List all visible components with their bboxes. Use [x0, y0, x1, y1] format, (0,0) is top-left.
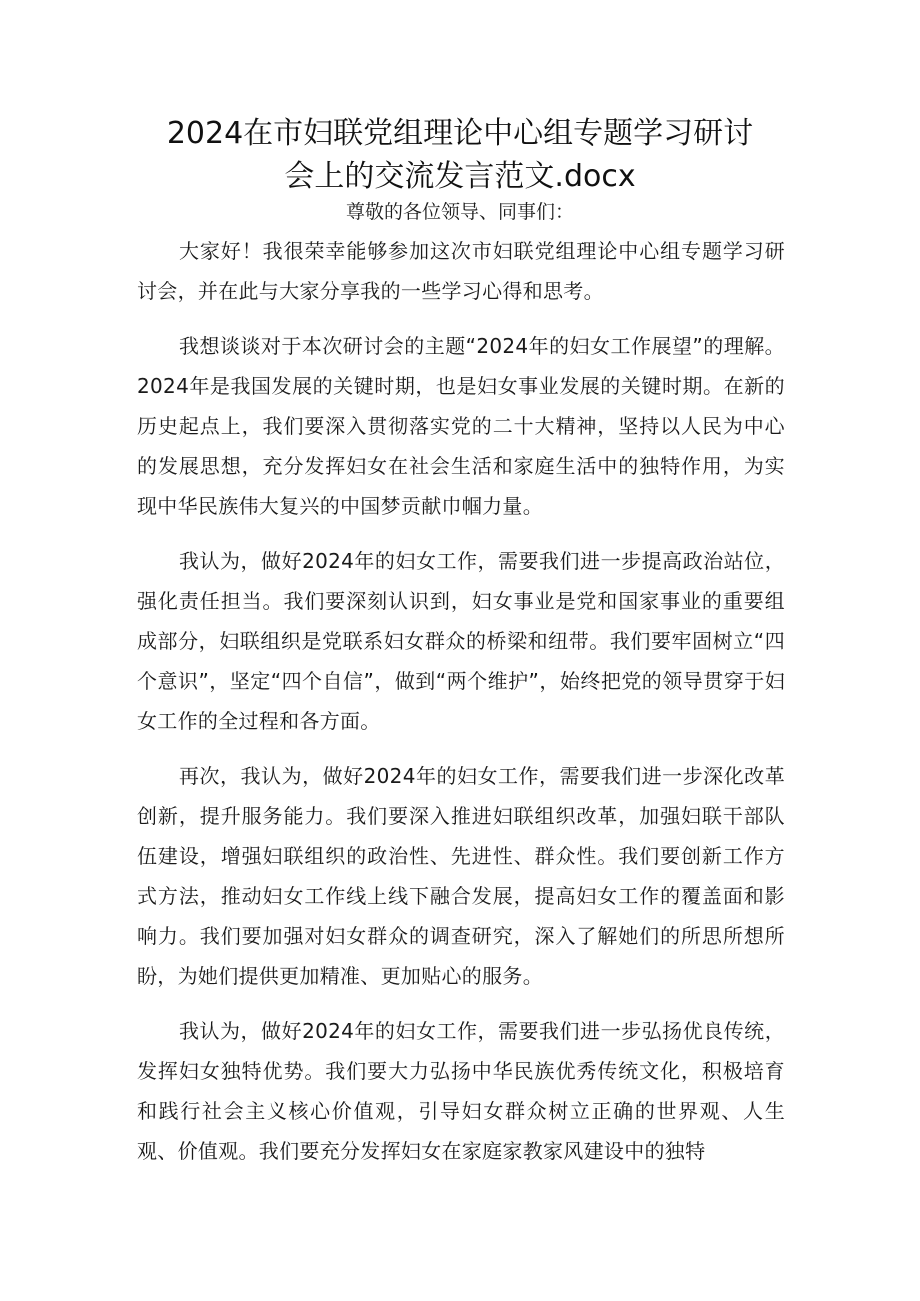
paragraph-2: 我想谈谈对于本次研讨会的主题“2024年的妇女工作展望”的理解。2024年是我国发展的关键时期，也是妇女事业发展的关键时期。在新的历史起点上，我们要深入贯彻落实党的二十大精神，坚持以人民为中心的发展思想，充分发挥妇女在社会生活和家庭生活中的独特作用，为实现中华民族伟大复兴的中国梦贡献巾帼力量。	[137, 334, 785, 518]
paragraph-4: 再次，我认为，做好2024年的妇女工作，需要我们进一步深化改革创新，提升服务能力。我们要深入推进妇联组织改革，加强妇联干部队伍建设，增强妇联组织的政治性、先进性、群众性。我们要创新工作方式方法，推动妇女工作线上线下融合发展，提高妇女工作的覆盖面和影响力。我们要加强对妇女群众的调查研究，深入了解她们的所思所想所盼，为她们提供更加精准、更加贴心的服务。	[137, 764, 785, 988]
paragraph-5: 我认为，做好2024年的妇女工作，需要我们进一步弘扬优良传统，发挥妇女独特优势。我们要大力弘扬中华民族优秀传统文化，积极培育和践行社会主义核心价值观，引导妇女群众树立正确的世界观、人生观、价值观。我们要充分发挥妇女在家庭家教家风建设中的独特	[137, 1019, 785, 1163]
paragraph-3: 我认为，做好2024年的妇女工作，需要我们进一步提高政治站位，强化责任担当。我们要深刻认识到，妇女事业是党和国家事业的重要组成部分，妇联组织是党联系妇女群众的桥梁和纽带。我们要牢固树立“四个意识”，坚定“四个自信”，做到“两个维护”，始终把党的领导贯穿于妇女工作的全过程和各方面。	[137, 549, 785, 733]
salutation: 尊敬的各位领导、同事们：	[345, 201, 574, 223]
document-body	[137, 231, 785, 1186]
paragraph-1: 大家好！我很荣幸能够参加这次市妇联党组理论中心组专题学习研讨会，并在此与大家分享我的一些学习心得和思考。	[137, 239, 785, 303]
document-title-line-1: 2024在市妇联党组理论中心组专题学习研讨	[166, 116, 754, 151]
document-title-line-2: 会上的交流发言范文.docx	[284, 159, 636, 194]
